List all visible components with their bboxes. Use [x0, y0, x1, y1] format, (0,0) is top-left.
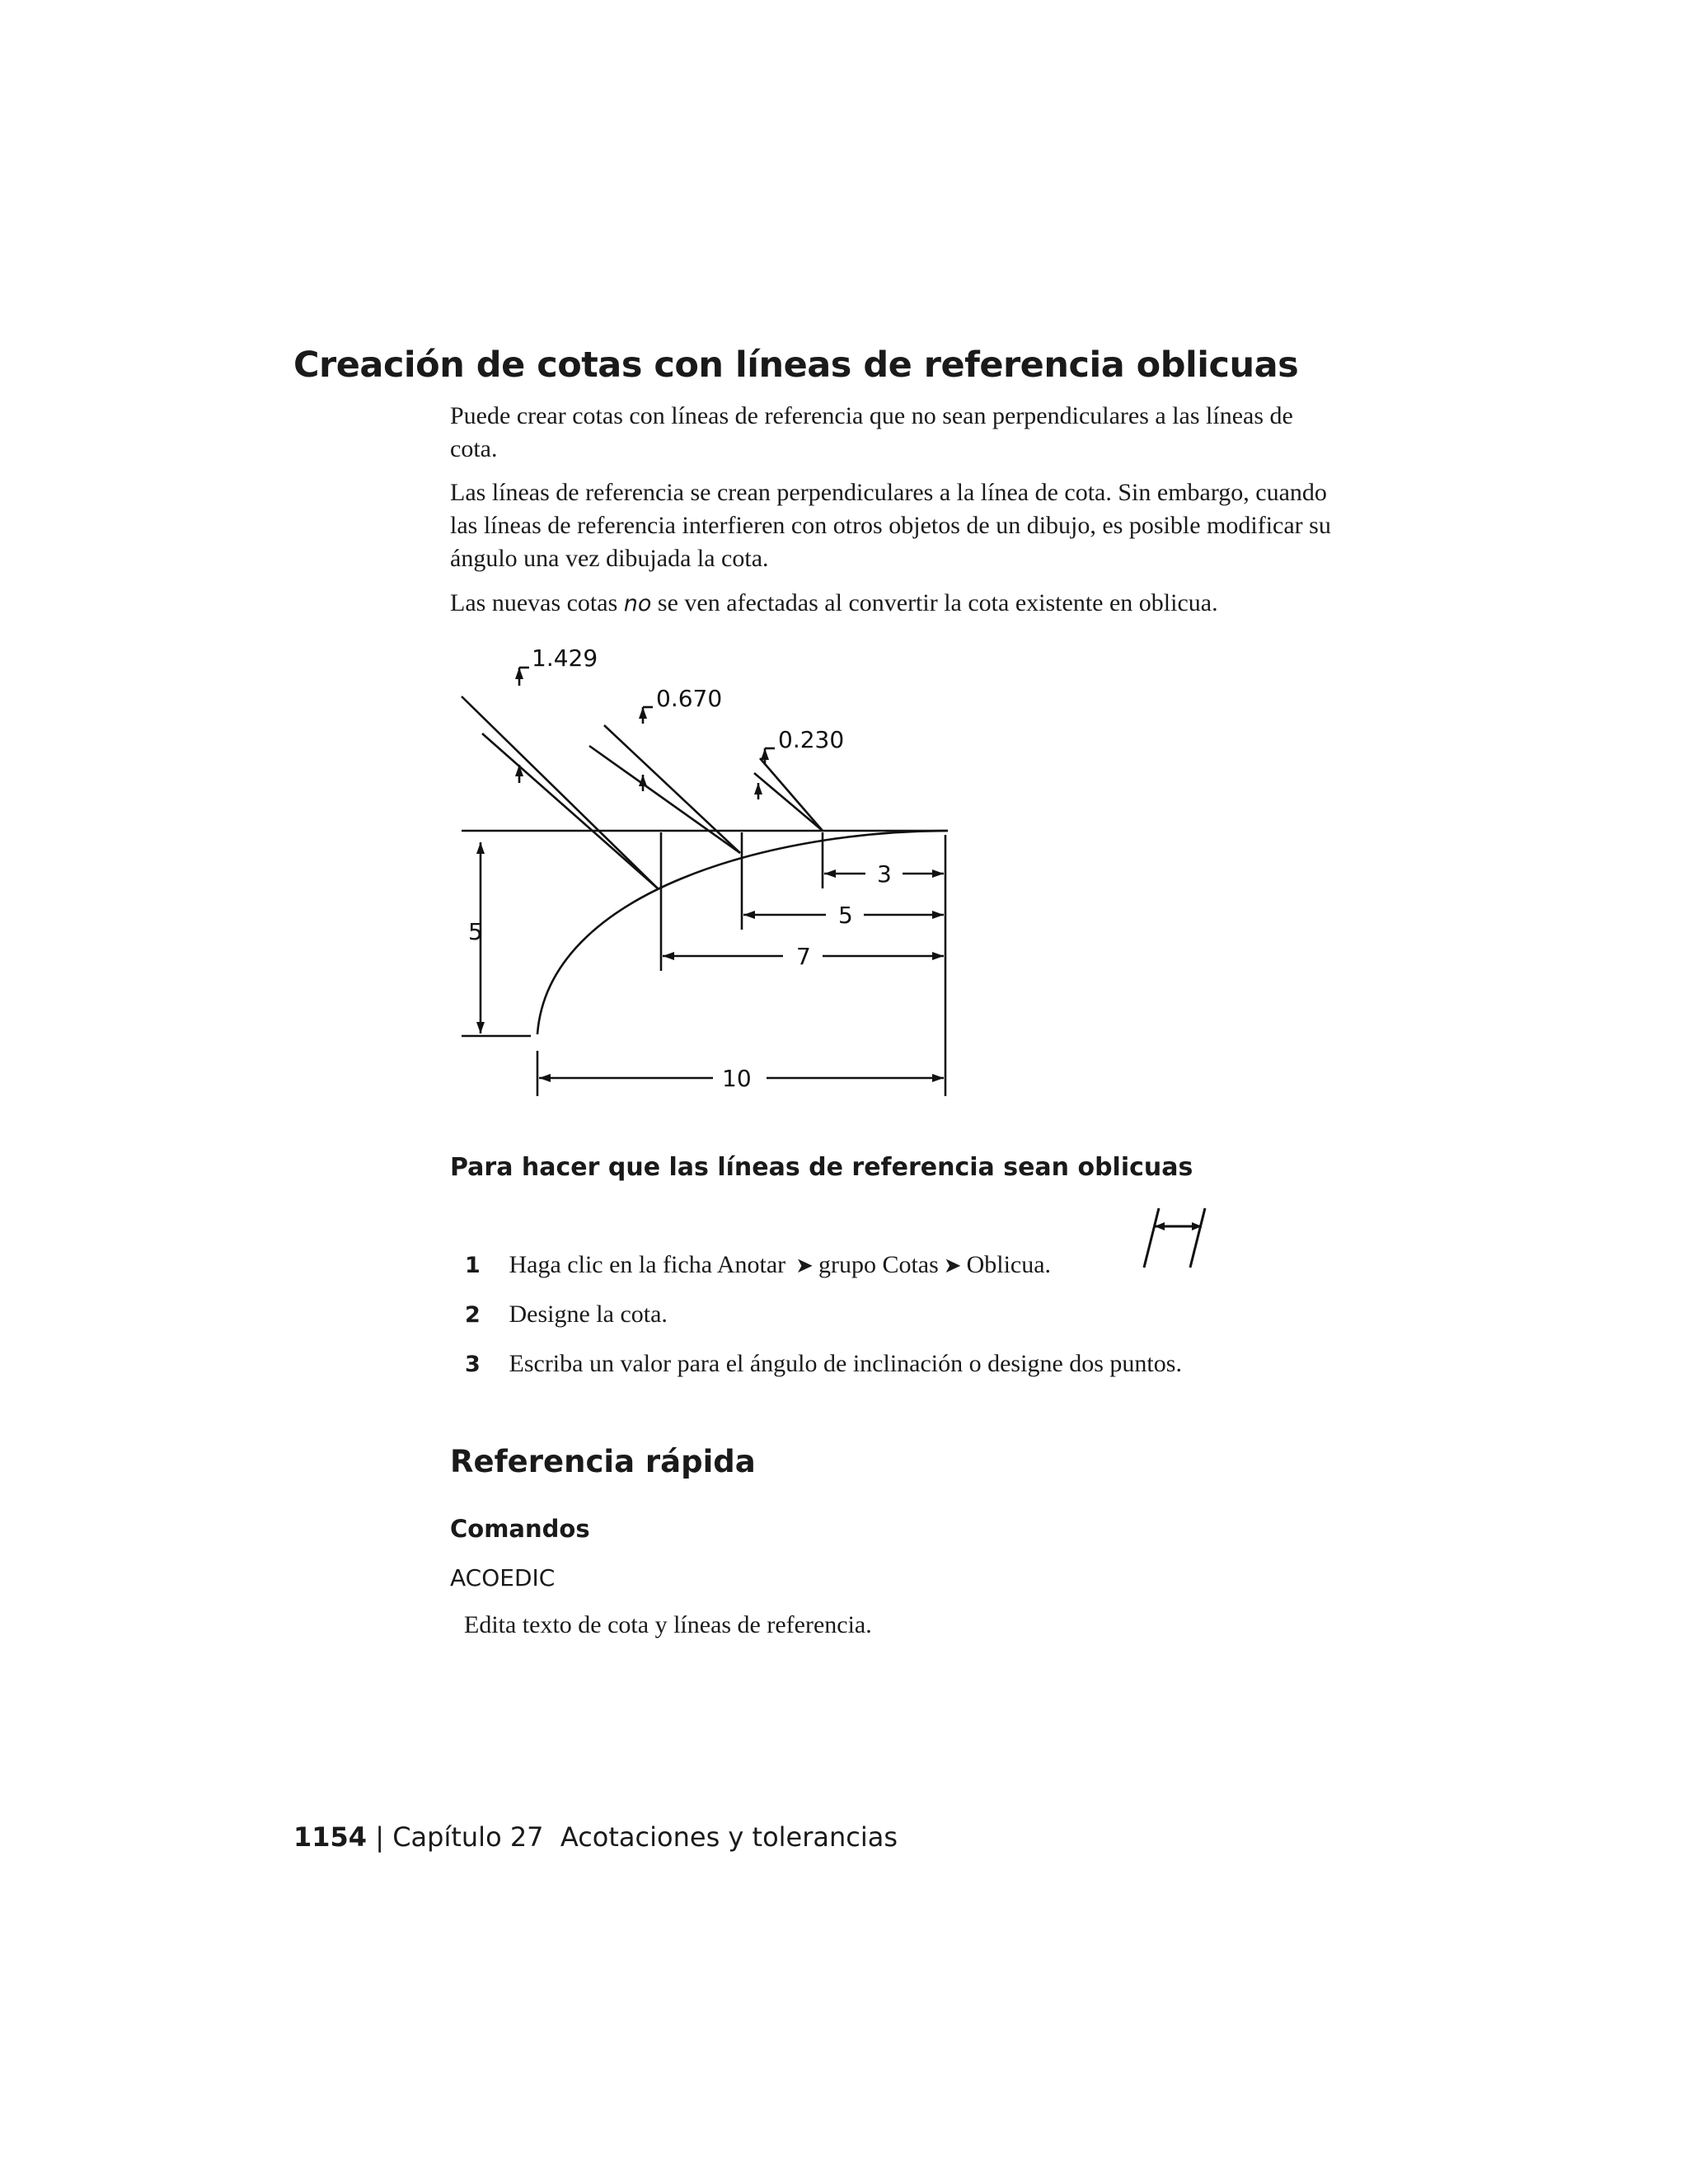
note-emphasis: no: [623, 591, 652, 616]
oblique-line-3: [604, 725, 740, 853]
page-number: 1154: [293, 1821, 368, 1853]
dimension-label-5: 5: [838, 902, 853, 929]
procedure-title: Para hacer que las líneas de referencia sean oblicuas: [450, 1153, 1193, 1182]
oblique-label-2: 0.670: [656, 685, 723, 712]
command-description: Edita texto de cota y líneas de referencia.: [464, 1611, 872, 1638]
oblique-dimension-icon: [1137, 1205, 1217, 1275]
quick-reference-title: Referencia rápida: [450, 1444, 756, 1479]
chapter-title: Acotaciones y tolerancias: [560, 1821, 898, 1853]
step-2-text: Designe la cota.: [509, 1301, 668, 1328]
step-number: 2: [465, 1302, 481, 1328]
step-number: 3: [465, 1352, 481, 1377]
dimension-label-7: 7: [796, 943, 811, 970]
oblique-line-2: [482, 733, 658, 888]
vertical-dimension-label: 5: [468, 918, 483, 945]
oblique-line-1: [462, 696, 658, 888]
step-1: [465, 1251, 1051, 1279]
explanation-paragraph: Las líneas de referencia se crean perpendiculares a la línea de cota. Sin embargo, cuando las líneas de referencia interfieren con otros objetos de un dibujo, es posible modificar su ángulo una vez dibujada la cota.: [450, 479, 1331, 572]
step-3-text: Escriba un valor para el ángulo de inclinación o designe dos puntos.: [509, 1350, 1182, 1377]
note-paragraph: [450, 587, 1340, 621]
oblique-line-5: [760, 758, 823, 831]
arrow-icon: ➤: [795, 1254, 814, 1277]
page-footer: [293, 1821, 898, 1853]
oblique-dimension-figure: [445, 635, 973, 1108]
dimension-label-10: 10: [722, 1065, 752, 1092]
dimension-label-3: 3: [877, 860, 892, 888]
arrow-icon: ➤: [943, 1254, 962, 1277]
step-3: [465, 1350, 1182, 1378]
step-1-text: Haga clic en la ficha Anotar: [509, 1251, 786, 1278]
figure-drawing: [445, 635, 973, 1104]
oblique-line-4: [589, 746, 740, 853]
chapter-number: Capítulo 27: [392, 1821, 544, 1853]
note-text-before: Las nuevas cotas: [450, 589, 618, 616]
commands-title: Comandos: [450, 1515, 590, 1543]
step-1-group: grupo Cotas: [818, 1251, 939, 1278]
command-name: ACOEDIC: [450, 1564, 556, 1591]
step-1-command: Oblicua.: [966, 1251, 1052, 1278]
step-2: [465, 1301, 668, 1329]
footer-separator: |: [375, 1821, 385, 1853]
section-title: Creación de cotas con líneas de referencia oblicuas: [293, 344, 1299, 386]
oblique-label-1: 1.429: [532, 644, 598, 672]
intro-paragraph: Puede crear cotas con líneas de referencia que no sean perpendiculares a las líneas de cota.: [450, 402, 1293, 462]
step-number: 1: [465, 1253, 481, 1278]
oblique-line-6: [754, 773, 823, 831]
oblique-label-3: 0.230: [778, 726, 845, 753]
note-text-after: se ven afectadas al convertir la cota existente en oblicua.: [657, 589, 1218, 616]
